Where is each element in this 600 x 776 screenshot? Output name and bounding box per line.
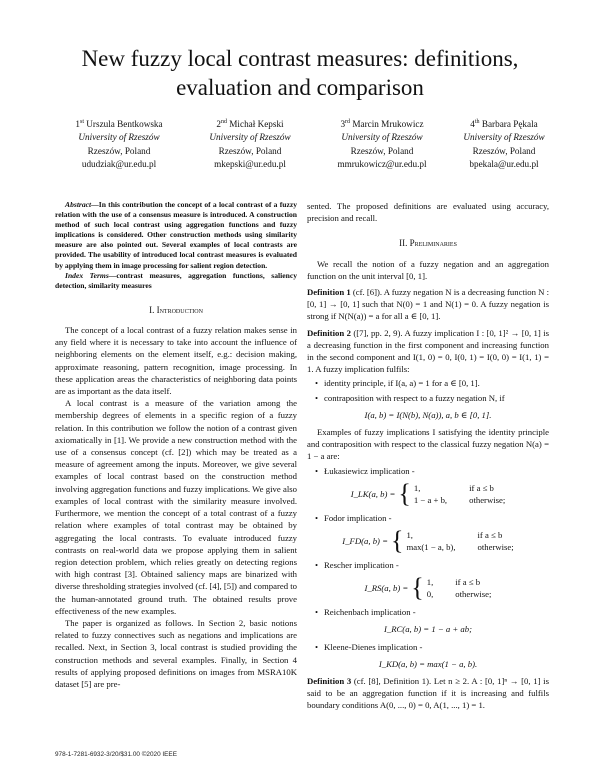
- author-block: [440, 116, 568, 172]
- author-name: 4th Barbara Pękala: [470, 119, 538, 130]
- equation-reichenbach: I_RC(a, b) = 1 − a + ab;: [383, 624, 473, 635]
- index-terms: Index Terms—contrast measures, aggregation functions, saliency detection, similarity measures: [55, 270, 297, 290]
- equation: I(a, b) = I(N(b), N(a)), a, b ∈ [0, 1].: [364, 409, 492, 420]
- author-affiliation: University of Rzeszów: [341, 132, 423, 143]
- definition-1: Definition 1 (cf. [6]). A fuzzy negation N is a decreasing function N : [0, 1] → [0, 1] such that N(0) = 1 and N(1) = 0. A fuzzy negation is strong if N(N(a)) = a for all a ∈ [0, 1].: [307, 287, 549, 322]
- equation-kleene-dienes: I_KD(a, b) = max(1 − a, b).: [378, 658, 478, 669]
- author-name: 1st Urszula Bentkowska: [75, 119, 163, 130]
- author-name: 3rd Marcin Mrukowicz: [340, 119, 424, 130]
- paper-title: New fuzzy local contrast measures: definitions, evaluation and comparison: [81, 46, 519, 100]
- section-heading-introduction: I. Introduction: [149, 304, 203, 315]
- author-affiliation: University of Rzeszów: [78, 132, 160, 143]
- bullet-item: • Łukasiewicz implication -: [315, 465, 549, 477]
- abstract: Abstract—In this contribution the concept of a local contrast of a fuzzy relation with the use of a consensus measure is introduced. A construction method of such local contrast using aggregation functions and fuzzy implications is considered. Other construction methods using similarity measure are also pointed out. Several examples of local contrasts are provided. The usability of introduced local contrast measures is evaluated by applying them in image processing for salient region detection.: [55, 200, 297, 270]
- author-email[interactable]: mmrukowicz@ur.edu.pl: [337, 159, 427, 170]
- author-block: [55, 116, 183, 172]
- author-city: Rzeszów, Poland: [350, 145, 414, 156]
- author-city: Rzeszów, Poland: [218, 145, 282, 156]
- bullet-item: • identity principle, if I(a, a) = 1 for a ∈ [0, 1].: [315, 377, 549, 389]
- continued-paragraph: sented. The proposed definitions are evaluated using accuracy, precision and recall.: [307, 201, 549, 224]
- intro-paragraph: The concept of a local contrast of a fuzzy relation makes sense in any field where it is necessary to take into account the influence of neighboring elements on the element itself, e.g.: decision making, approximate reasoning, pattern recognition, image processing. In these application areas the characteristics of neighboring data points are as important as the data itself.: [55, 325, 297, 397]
- bullet-item: • Fodor implication -: [315, 512, 549, 524]
- paragraph: Examples of fuzzy implications I satisfying the identity principle and contraposition with respect to the classical fuzzy negation N(a) = 1 − a are:: [307, 427, 549, 462]
- author-affiliation: University of Rzeszów: [209, 132, 291, 143]
- author-affiliation: University of Rzeszów: [463, 132, 545, 143]
- author-email[interactable]: bpekala@ur.edu.pl: [469, 159, 539, 170]
- definition-2: Definition 2 ([7], pp. 2, 9). A fuzzy implication I : [0, 1]² → [0, 1] is a decreasing function in the first component and increasing function in the second component and I(1, 0) = 0, I(0, 1) = I(0, 0) = I(1, 1) = 1. A fuzzy implication fulfils:: [307, 327, 550, 375]
- intro-paragraph: The paper is organized as follows. In Section 2, basic notions related to fuzzy connectives such as negations and implications are recalled. Next, in Section 3, local contrast is studied providing the construction methods and several examples. Finally, in Section 4 results of applying proposed definitions on images from MSRA10K dataset [5] are pre-: [55, 617, 297, 689]
- bullet-item: • Rescher implication -: [315, 559, 549, 571]
- right-column: [307, 200, 549, 712]
- definition-3: Definition 3 (cf. [8], Definition 1). Let n ≥ 2. A : [0, 1]ⁿ → [0, 1] is said to be an aggregation function if it is increasing and fulfils boundary conditions A(0, ..., 0) = 0, A(1, ..., 1) = 1.: [307, 676, 549, 711]
- intro-paragraph: A local contrast is a measure of the variation among the membership degrees of elements in a specific region of a fuzzy relation. In this contribution we follow the notion of a contrast given axiomatically in [1]. We provide a new construction method with the use of a consensus concept (cf. [2]) which may be treated as a measure of agreement among the inputs. Moreover, we give several examples of local contrast based on the construction method involving aggregation functions and fuzzy implications. We give also examples of local contrast with the similarity measure involved. Furthermore, we mention the concept of a total contrast of a fuzzy relation where examples of total contrast may be obtained by aggregating the local contrasts. To evaluate introduced fuzzy contrasts on real-world data we propose applying them in salient region detection problem, which relies greatly on detecting regions with high contrast [3]. Obtained saliency maps are binarized with diverse thresholding strategies involved (cf. [4], [5]) and compared to the human-annotated ground truth. The obtained results prove effectiveness of the new examples.: [55, 398, 297, 616]
- author-block: [186, 116, 314, 172]
- author-email[interactable]: ududziak@ur.edu.pl: [81, 159, 157, 170]
- section-heading-preliminaries: II. Preliminaries: [399, 238, 457, 249]
- left-column: [55, 200, 297, 690]
- bullet-item: • Reichenbach implication -: [315, 606, 549, 618]
- author-city: Rzeszów, Poland: [472, 145, 536, 156]
- equation-fodor: I_FD(a, b) = { 1, if a ≤ b max(1 − a, b), otherwise;: [342, 526, 514, 556]
- equation-lukasiewicz: I_LK(a, b) = { 1, if a ≤ b 1 − a + b, otherwise;: [350, 478, 506, 508]
- author-city: Rzeszów, Poland: [87, 145, 151, 156]
- author-name: 2nd Michał Kepski: [216, 119, 284, 130]
- author-email[interactable]: mkepski@ur.edu.pl: [214, 159, 286, 170]
- bullet-item: • contraposition with respect to a fuzzy negation N, if: [315, 392, 549, 404]
- author-block: [318, 116, 446, 172]
- copyright-footer: 978-1-7281-6932-3/20/$31.00 ©2020 IEEE: [55, 751, 177, 758]
- paragraph: We recall the notion of a fuzzy negation and an aggregation function on the unit interval [0, 1].: [307, 258, 549, 281]
- bullet-item: • Kleene-Dienes implication -: [315, 641, 549, 653]
- equation-rescher: I_RS(a, b) = { 1, if a ≤ b 0, otherwise;: [364, 573, 492, 603]
